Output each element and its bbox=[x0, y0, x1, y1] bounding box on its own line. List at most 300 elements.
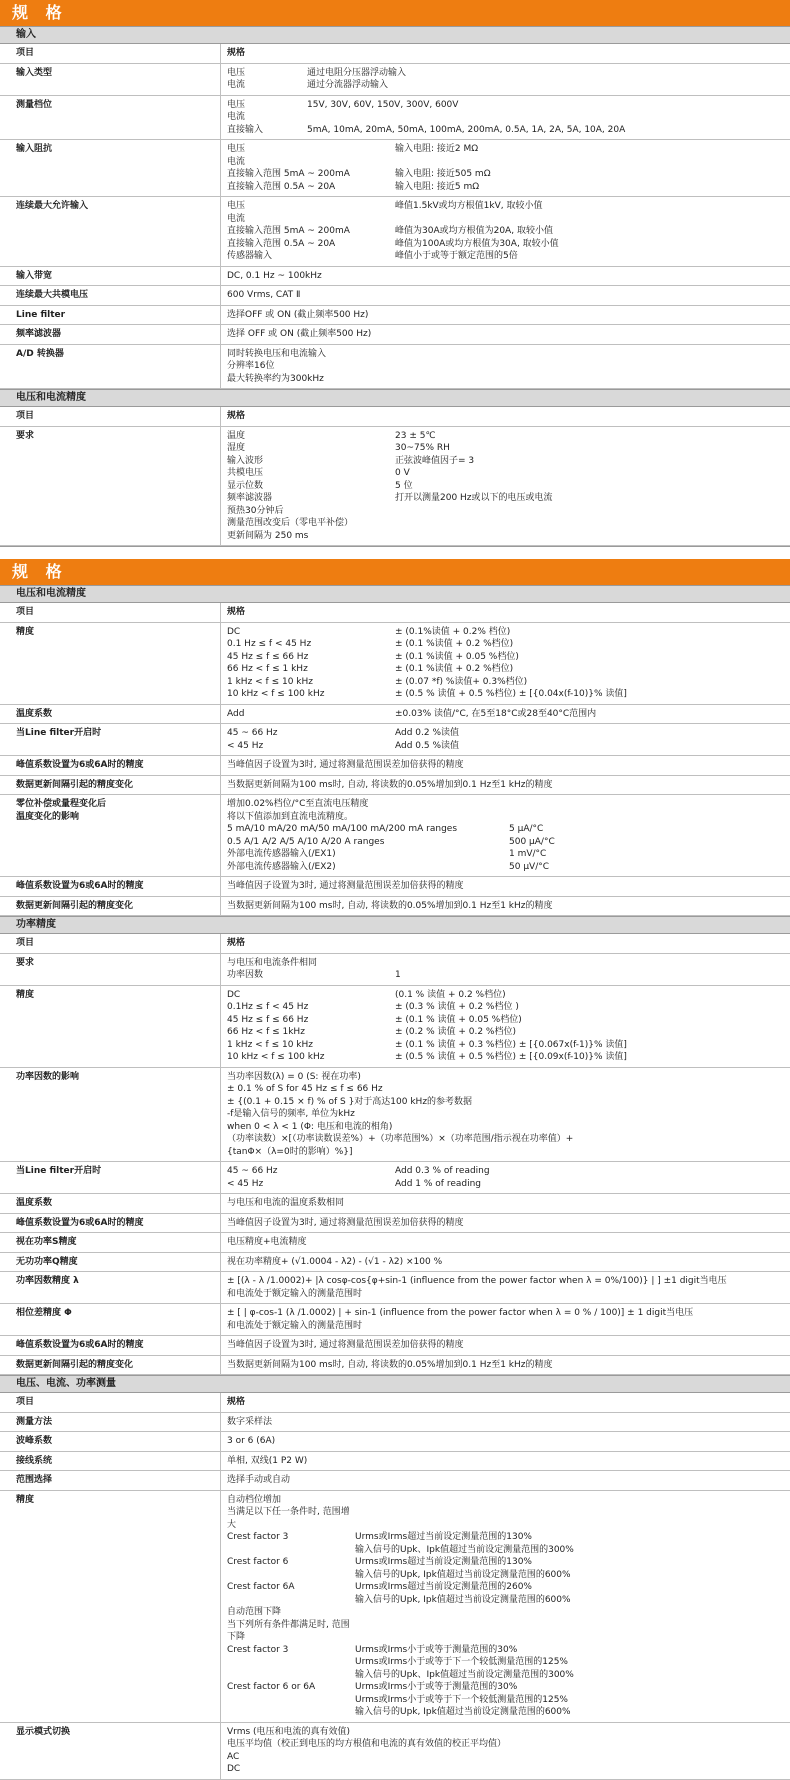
spec-line-label: ± 0.1 % of S for 45 Hz ≤ f ≤ 66 Hz bbox=[227, 1084, 383, 1094]
spec-line bbox=[227, 1531, 790, 1544]
spec-line bbox=[227, 861, 790, 874]
spec-line bbox=[227, 740, 790, 753]
spec-line-label: 湿度 bbox=[227, 443, 246, 453]
spec-line-value: 峰值为100A或均方根值为30A, 取较小值 bbox=[395, 238, 559, 249]
spec-line-value: 5 位 bbox=[395, 480, 413, 491]
spec-line-value: ± (0.07 *f) %读值+ 0.3%档位) bbox=[395, 676, 528, 687]
spec-line-value: 输入信号的Upk, Ipk值超过当前设定测量范围的600% bbox=[355, 1707, 571, 1717]
spec-value bbox=[220, 1491, 790, 1722]
spec-line-label: 1 kHz < f ≤ 10 kHz bbox=[227, 676, 314, 687]
spec-line bbox=[227, 651, 790, 664]
column-header-row bbox=[0, 407, 790, 427]
spec-line-value: ± (0.3 % 读值 + 0.2 %档位 ) bbox=[395, 1002, 519, 1012]
spec-line bbox=[227, 1435, 790, 1448]
spec-line-label: 频率滤波器 bbox=[227, 493, 273, 503]
spec-row bbox=[0, 1194, 790, 1214]
spec-value bbox=[220, 427, 790, 546]
spec-line bbox=[227, 1307, 790, 1320]
spec-value bbox=[220, 1452, 790, 1471]
section-title: 功率精度 bbox=[0, 916, 790, 934]
spec-line bbox=[227, 1165, 790, 1178]
spec-value bbox=[220, 306, 790, 325]
spec-line-label: 3 or 6 (6A) bbox=[227, 1436, 276, 1446]
spec-line-value: 0 V bbox=[395, 468, 410, 478]
spec-line-label: {tanΦ×（λ=0时的影响）%}] bbox=[227, 1146, 353, 1157]
spec-line-label: 分辨率16位 bbox=[227, 361, 275, 371]
spec-row bbox=[0, 96, 790, 141]
spec-line-value: Urms或Irms小于或等于下一个较低测量范围的125% bbox=[355, 1694, 568, 1705]
spec-item-label: 峰值系数设置为6或6A时的精度 bbox=[16, 760, 144, 770]
spec-item-label: 要求 bbox=[16, 957, 35, 968]
spec-value bbox=[220, 286, 790, 305]
spec-line-label bbox=[227, 1544, 355, 1557]
spec-value bbox=[220, 795, 790, 876]
spec-row bbox=[0, 986, 790, 1068]
column-header-item: 项目 bbox=[16, 1397, 35, 1407]
spec-line-label: 当满足以下任一条件时, 范围增大 bbox=[227, 1507, 350, 1530]
spec-line bbox=[227, 492, 790, 505]
spec-line-label: 10 kHz < f ≤ 100 kHz bbox=[227, 1052, 325, 1062]
spec-banner-title: 规 格 bbox=[0, 559, 790, 585]
spec-item-label: 无功功率Q精度 bbox=[16, 1256, 78, 1267]
spec-value bbox=[220, 64, 790, 95]
spec-line bbox=[227, 1455, 790, 1468]
spec-line-label: 45 ~ 66 Hz bbox=[227, 1166, 278, 1176]
spec-line bbox=[227, 1256, 790, 1269]
spec-line-label: （功率读数）×[（功率读数误差%）+（功率范围%）×（功率范围/指示视在功率值）+ bbox=[227, 1134, 574, 1144]
spec-line-label: DC bbox=[227, 1764, 241, 1774]
spec-line bbox=[227, 1606, 790, 1619]
spec-line-label bbox=[227, 1706, 355, 1719]
spec-line-label: ± {(0.1 + 0.15 × f) % of S }对于高达100 kHz的参考数据 bbox=[227, 1096, 473, 1107]
spec-item-label: 输入阻抗 bbox=[16, 144, 53, 154]
column-header-item: 项目 bbox=[16, 48, 35, 58]
spec-line-value: 50 μV/°C bbox=[509, 861, 550, 872]
spec-row bbox=[0, 1304, 790, 1336]
spec-line-label: 45 Hz ≤ f ≤ 66 Hz bbox=[227, 1014, 309, 1025]
spec-line bbox=[227, 99, 790, 112]
column-header-row bbox=[0, 1393, 790, 1413]
spec-item-label: A/D 转换器 bbox=[16, 348, 64, 359]
spec-line-value: Urms或Irms小于或等于测量范围的30% bbox=[355, 1682, 518, 1692]
spec-line bbox=[227, 1763, 790, 1776]
spec-line bbox=[227, 1178, 790, 1191]
spec-line-label: DC bbox=[227, 626, 241, 637]
spec-line bbox=[227, 238, 790, 251]
spec-line-value: 输入电阻: 接近505 mΩ bbox=[395, 169, 491, 179]
spec-item-label: 数据更新间隔引起的精度变化 bbox=[16, 900, 134, 911]
spec-item-label: 数据更新间隔引起的精度变化 bbox=[16, 1359, 134, 1370]
spec-line-label: Crest factor 6 bbox=[227, 1557, 289, 1567]
spec-line bbox=[227, 1108, 790, 1121]
spec-line-value: 5 μA/°C bbox=[509, 824, 544, 834]
spec-line bbox=[227, 1694, 790, 1707]
spec-line-value: 输入电阻: 接近5 mΩ bbox=[395, 181, 480, 192]
spec-line-value: ±0.03% 读值/°C, 在5至18°C或28至40°C范围内 bbox=[395, 708, 597, 719]
spec-line-label: 功率因数 bbox=[227, 970, 264, 980]
spec-line bbox=[227, 289, 790, 302]
spec-line bbox=[227, 759, 790, 772]
spec-line-label: 电流 bbox=[227, 213, 246, 224]
spec-value bbox=[220, 197, 790, 266]
spec-line-label: DC bbox=[227, 989, 241, 1000]
spec-line-label: AC bbox=[227, 1751, 240, 1762]
spec-line bbox=[227, 360, 790, 373]
spec-value bbox=[220, 954, 790, 985]
spec-item-label: 测量方法 bbox=[16, 1416, 53, 1427]
spec-value bbox=[220, 1432, 790, 1451]
spec-line-label: 温度 bbox=[227, 430, 246, 441]
spec-line-label bbox=[227, 1594, 355, 1607]
spec-line-label: 电压 bbox=[227, 67, 246, 78]
spec-line bbox=[227, 143, 790, 156]
spec-item-label: 峰值系数设置为6或6A时的精度 bbox=[16, 881, 144, 891]
spec-value bbox=[220, 897, 790, 916]
spec-row bbox=[0, 623, 790, 705]
spec-row bbox=[0, 1491, 790, 1723]
spec-value bbox=[220, 1162, 790, 1193]
spec-line bbox=[227, 225, 790, 238]
spec-line-value: 通过电阻分压器浮动输入 bbox=[307, 67, 407, 78]
column-header-item: 项目 bbox=[16, 607, 35, 617]
spec-row bbox=[0, 1452, 790, 1472]
spec-line-value: 30~75% RH bbox=[395, 443, 450, 453]
spec-line-label: 直接输入范围 5mA ~ 200mA bbox=[227, 226, 350, 236]
spec-line-label: 当峰值因子设置为3时, 通过将测量范围误差加倍获得的精度 bbox=[227, 881, 464, 891]
spec-section bbox=[0, 389, 790, 546]
spec-row bbox=[0, 1356, 790, 1376]
spec-value bbox=[220, 986, 790, 1067]
spec-item-label: 波峰系数 bbox=[16, 1436, 53, 1446]
spec-value bbox=[220, 1304, 790, 1335]
spec-row bbox=[0, 705, 790, 725]
spec-line-label: 当下列所有条件都满足时, 范围下降 bbox=[227, 1619, 350, 1642]
spec-line-value: Add 0.5 %读值 bbox=[395, 740, 460, 751]
spec-line bbox=[227, 989, 790, 1002]
spec-line-label: 外部电流传感器输入(/EX1) bbox=[227, 849, 336, 859]
spec-line bbox=[227, 1217, 790, 1230]
column-header-spec: 规格 bbox=[220, 603, 790, 622]
spec-row bbox=[0, 877, 790, 897]
spec-line bbox=[227, 1706, 790, 1719]
spec-line bbox=[227, 626, 790, 639]
spec-line bbox=[227, 168, 790, 181]
spec-line bbox=[227, 1071, 790, 1084]
spec-line-label: 电流 bbox=[227, 156, 246, 167]
spec-value bbox=[220, 877, 790, 896]
spec-line-label: 电压 bbox=[227, 144, 246, 154]
spec-item-label: 要求 bbox=[16, 430, 35, 441]
spec-line bbox=[227, 1026, 790, 1039]
spec-row bbox=[0, 197, 790, 267]
spec-line bbox=[227, 1506, 790, 1531]
spec-line-value: Urms或Irms小于或等于下一个较低测量范围的125% bbox=[355, 1657, 568, 1667]
spec-line-label: 测量范围改变后（零电平补偿） bbox=[227, 518, 354, 528]
spec-row bbox=[0, 1272, 790, 1304]
spec-line-label: DC, 0.1 Hz ~ 100kHz bbox=[227, 270, 322, 281]
spec-line-label: Crest factor 3 bbox=[227, 1532, 289, 1542]
spec-line-value: 通过分流器浮动输入 bbox=[307, 80, 389, 90]
spec-line-value: 输入信号的Upk、Ipk值超过当前设定测量范围的300% bbox=[355, 1544, 574, 1555]
page-gap bbox=[0, 546, 790, 559]
spec-line bbox=[227, 1051, 790, 1064]
column-header-row bbox=[0, 44, 790, 64]
section-title: 输入 bbox=[0, 26, 790, 44]
spec-line bbox=[227, 1288, 790, 1301]
spec-item-label: 峰值系数设置为6或6A时的精度 bbox=[16, 1217, 144, 1228]
spec-row bbox=[0, 795, 790, 877]
spec-line-label: < 45 Hz bbox=[227, 1178, 264, 1189]
spec-line-label: 当峰值因子设置为3时, 通过将测量范围误差加倍获得的精度 bbox=[227, 760, 464, 770]
spec-item-label: 数据更新间隔引起的精度变化 bbox=[16, 779, 134, 790]
spec-item-label: 接线系统 bbox=[16, 1455, 53, 1466]
spec-line-label: 电流 bbox=[227, 80, 246, 90]
spec-line bbox=[227, 270, 790, 283]
spec-line bbox=[227, 676, 790, 689]
spec-value bbox=[220, 1272, 790, 1303]
spec-line bbox=[227, 200, 790, 213]
spec-line-label: 电压 bbox=[227, 201, 246, 211]
spec-line bbox=[227, 1014, 790, 1027]
column-header-spec: 规格 bbox=[220, 934, 790, 953]
spec-line-label: 45 ~ 66 Hz bbox=[227, 728, 278, 738]
spec-item-label: 显示模式切换 bbox=[16, 1726, 71, 1737]
spec-line-label bbox=[227, 1569, 355, 1582]
spec-item-label: 精度 bbox=[16, 989, 35, 1000]
spec-line-label: 当峰值因子设置为3时, 通过将测量范围误差加倍获得的精度 bbox=[227, 1340, 464, 1350]
spec-line-value: ± (0.1 %读值 + 0.2 %档位) bbox=[395, 639, 514, 649]
spec-line bbox=[227, 328, 790, 341]
spec-line bbox=[227, 181, 790, 194]
spec-line-label: 自动范围下降 bbox=[227, 1607, 282, 1617]
spec-item-label: 温度系数 bbox=[16, 708, 53, 719]
spec-item-label: 温度系数 bbox=[16, 1198, 53, 1208]
spec-line-value: ± (0.2 % 读值 + 0.2 %档位) bbox=[395, 1027, 516, 1037]
column-header-item: 项目 bbox=[16, 938, 35, 948]
spec-line bbox=[227, 969, 790, 982]
spec-line-label bbox=[227, 1694, 355, 1707]
spec-line bbox=[227, 517, 790, 530]
spec-line-value: Add 0.3 % of reading bbox=[395, 1166, 490, 1176]
spec-line bbox=[227, 1275, 790, 1288]
spec-line-value: ± (0.5 % 读值 + 0.5 %档位) ± [{0.04x(f-10)}% 读值] bbox=[395, 689, 627, 699]
spec-row bbox=[0, 1413, 790, 1433]
spec-line-label: 和电流处于额定输入的测量范围时 bbox=[227, 1288, 363, 1299]
spec-line bbox=[227, 1146, 790, 1159]
spec-value bbox=[220, 325, 790, 344]
spec-section bbox=[0, 26, 790, 389]
spec-line bbox=[227, 67, 790, 80]
spec-line bbox=[227, 1681, 790, 1694]
spec-line bbox=[227, 1039, 790, 1052]
spec-item-label: 功率因数精度 λ bbox=[16, 1276, 79, 1286]
spec-line-label: 更新间隔为 250 ms bbox=[227, 530, 309, 541]
spec-value bbox=[220, 1336, 790, 1355]
spec-line-label: Crest factor 3 bbox=[227, 1644, 289, 1655]
spec-row bbox=[0, 1336, 790, 1356]
spec-line bbox=[227, 1619, 790, 1644]
spec-item-label: 精度 bbox=[16, 1494, 35, 1505]
spec-line-value: (0.1 % 读值 + 0.2 %档位) bbox=[395, 989, 506, 1000]
spec-line bbox=[227, 1320, 790, 1333]
spec-line bbox=[227, 111, 790, 124]
spec-line bbox=[227, 430, 790, 443]
spec-line-label: 当功率因数(λ) = 0 (S: 视在功率) bbox=[227, 1071, 361, 1082]
spec-line bbox=[227, 1121, 790, 1134]
spec-line bbox=[227, 1359, 790, 1372]
spec-line bbox=[227, 836, 790, 849]
spec-line-value: ± (0.1%读值 + 0.2% 档位) bbox=[395, 626, 511, 637]
spec-line bbox=[227, 1656, 790, 1669]
spec-item-label: 视在功率S精度 bbox=[16, 1237, 77, 1247]
spec-line-label: 电压平均值（校正到电压的均方根值和电流的真有效值的校正平均值） bbox=[227, 1739, 507, 1749]
spec-line bbox=[227, 1083, 790, 1096]
spec-line-label: 66 Hz < f ≤ 1 kHz bbox=[227, 664, 308, 674]
spec-row bbox=[0, 756, 790, 776]
spec-line-value: Urms或Irms超过当前设定测量范围的130% bbox=[355, 1532, 532, 1542]
spec-line-value: 15V, 30V, 60V, 150V, 300V, 600V bbox=[307, 99, 459, 110]
spec-line bbox=[227, 467, 790, 480]
spec-line bbox=[227, 880, 790, 893]
spec-line-label: 0.1Hz ≤ f < 45 Hz bbox=[227, 1002, 309, 1012]
spec-value bbox=[220, 1723, 790, 1779]
spec-row bbox=[0, 345, 790, 390]
spec-value bbox=[220, 1253, 790, 1272]
spec-line bbox=[227, 1096, 790, 1109]
spec-line-label: 电压精度+电流精度 bbox=[227, 1237, 307, 1247]
spec-row bbox=[0, 306, 790, 326]
column-header-row bbox=[0, 603, 790, 623]
spec-item-label: 连续最大共模电压 bbox=[16, 290, 89, 300]
spec-line bbox=[227, 1133, 790, 1146]
spec-section bbox=[0, 585, 790, 916]
spec-line-value: 峰值为30A或均方根值为20A, 取较小值 bbox=[395, 226, 553, 236]
spec-banner-title: 规 格 bbox=[0, 0, 790, 26]
spec-line-label: 直接输入范围 5mA ~ 200mA bbox=[227, 169, 350, 179]
spec-line-label: 视在功率精度+ (√1.0004 - λ2) - (√1 - λ2) ×100 % bbox=[227, 1256, 443, 1267]
spec-line bbox=[227, 1339, 790, 1352]
spec-line-value: 输入信号的Upk, Ipk值超过当前设定测量范围的600% bbox=[355, 1569, 571, 1580]
spec-line bbox=[227, 1751, 790, 1764]
spec-value bbox=[220, 756, 790, 775]
spec-line bbox=[227, 1544, 790, 1557]
spec-row bbox=[0, 1214, 790, 1234]
spec-line-label: 选择OFF 或 ON (截止频率500 Hz) bbox=[227, 309, 369, 320]
spec-value bbox=[220, 1068, 790, 1162]
spec-line-label: Crest factor 6 or 6A bbox=[227, 1682, 316, 1692]
spec-line-label: Vrms (电压和电流的真有效值) bbox=[227, 1726, 351, 1737]
spec-line-label: 输入波形 bbox=[227, 455, 264, 466]
spec-line-label: 直接输入 bbox=[227, 124, 264, 135]
spec-line-value: Add 1 % of reading bbox=[395, 1178, 482, 1189]
spec-line-label: 单相, 双线(1 P2 W) bbox=[227, 1455, 308, 1466]
spec-item-label: 零位补偿或量程变化后 温度变化的影响 bbox=[16, 799, 107, 822]
section-title: 电压和电流精度 bbox=[0, 585, 790, 603]
spec-line bbox=[227, 1581, 790, 1594]
spec-line-label: 传感器输入 bbox=[227, 251, 273, 261]
section-title: 电压、电流、功率测量 bbox=[0, 1375, 790, 1393]
spec-line bbox=[227, 708, 790, 721]
spec-line-label: < 45 Hz bbox=[227, 740, 264, 751]
spec-line bbox=[227, 124, 790, 137]
spec-line bbox=[227, 1001, 790, 1014]
column-header-spec: 规格 bbox=[220, 1393, 790, 1412]
spec-line bbox=[227, 900, 790, 913]
spec-line bbox=[227, 638, 790, 651]
spec-line bbox=[227, 823, 790, 836]
spec-line bbox=[227, 1569, 790, 1582]
spec-item-label: Line filter bbox=[16, 309, 66, 320]
spec-item-label: 频率滤波器 bbox=[16, 329, 62, 339]
spec-line-value: 5mA, 10mA, 20mA, 50mA, 100mA, 200mA, 0.5A, 1A, 2A, 5A, 10A, 20A bbox=[307, 124, 626, 135]
spec-line-label: 0.1 Hz ≤ f < 45 Hz bbox=[227, 639, 312, 649]
spec-line-value: ± (0.1 %读值 + 0.2 %档位) bbox=[395, 664, 514, 674]
spec-line bbox=[227, 1416, 790, 1429]
spec-item-label: 输入带宽 bbox=[16, 270, 53, 281]
spec-line-label: 显示位数 bbox=[227, 480, 264, 491]
spec-row bbox=[0, 64, 790, 96]
spec-line-label: 数字采样法 bbox=[227, 1416, 273, 1427]
spec-line-label: 10 kHz < f ≤ 100 kHz bbox=[227, 689, 325, 699]
spec-line-label: 66 Hz < f ≤ 1kHz bbox=[227, 1027, 305, 1037]
spec-value bbox=[220, 1356, 790, 1375]
spec-value bbox=[220, 705, 790, 724]
spec-line bbox=[227, 663, 790, 676]
spec-line bbox=[227, 727, 790, 740]
spec-line-value: 峰值1.5kV或均方根值1kV, 取较小值 bbox=[395, 201, 543, 211]
spec-line-label: ± [(λ - λ /1.0002)+ |λ cosφ-cos{φ+sin-1 (influence from the power factor when λ = 0%/100)} | ] ±1 digit当电压 bbox=[227, 1276, 727, 1286]
spec-value bbox=[220, 96, 790, 140]
spec-line-value: 打开以测量200 Hz或以下的电压或电流 bbox=[395, 493, 553, 503]
spec-row bbox=[0, 1723, 790, 1780]
spec-value bbox=[220, 1413, 790, 1432]
column-header-item: 项目 bbox=[16, 411, 35, 421]
spec-line-label: 同时转换电压和电流输入 bbox=[227, 348, 327, 359]
spec-line bbox=[227, 957, 790, 970]
spec-value bbox=[220, 1471, 790, 1490]
spec-line-value: Urms或Irms超过当前设定测量范围的260% bbox=[355, 1582, 532, 1592]
spec-line bbox=[227, 309, 790, 322]
spec-line bbox=[227, 79, 790, 92]
spec-line-value: 输入信号的Upk, Ipk值超过当前设定测量范围的600% bbox=[355, 1594, 571, 1605]
spec-line-value: Add 0.2 %读值 bbox=[395, 728, 460, 738]
spec-line-label: 当数据更新间隔为100 ms时, 自动, 将读数的0.05%增加到0.1 Hz至1 kHz的精度 bbox=[227, 900, 553, 911]
spec-row bbox=[0, 325, 790, 345]
spec-row bbox=[0, 776, 790, 796]
spec-line bbox=[227, 505, 790, 518]
spec-item-label: 测量档位 bbox=[16, 99, 53, 110]
spec-line-value: ± (0.1 % 读值 + 0.05 %档位) bbox=[395, 1014, 522, 1025]
spec-line bbox=[227, 348, 790, 361]
spec-line-label: 当数据更新间隔为100 ms时, 自动, 将读数的0.05%增加到0.1 Hz至1 kHz的精度 bbox=[227, 1359, 553, 1370]
spec-line-label: 600 Vrms, CAT Ⅱ bbox=[227, 290, 301, 300]
spec-line-label: 预热30分钟后 bbox=[227, 505, 284, 516]
spec-line-label: 电压 bbox=[227, 99, 246, 110]
column-header-spec: 规格 bbox=[220, 407, 790, 426]
spec-line bbox=[227, 480, 790, 493]
spec-value bbox=[220, 1233, 790, 1252]
spec-line-label: 外部电流传感器输入(/EX2) bbox=[227, 861, 336, 872]
spec-row bbox=[0, 1471, 790, 1491]
spec-line-label: 选择手动或自动 bbox=[227, 1475, 291, 1485]
spec-item-label: 精度 bbox=[16, 626, 35, 637]
spec-line bbox=[227, 213, 790, 226]
spec-line-value: 500 μA/°C bbox=[509, 836, 555, 847]
spec-line-label: 0.5 A/1 A/2 A/5 A/10 A/20 A ranges bbox=[227, 836, 385, 847]
section-title: 电压和电流精度 bbox=[0, 389, 790, 407]
spec-item-label: 连续最大允许输入 bbox=[16, 201, 89, 211]
spec-line-label: Crest factor 6A bbox=[227, 1582, 295, 1592]
